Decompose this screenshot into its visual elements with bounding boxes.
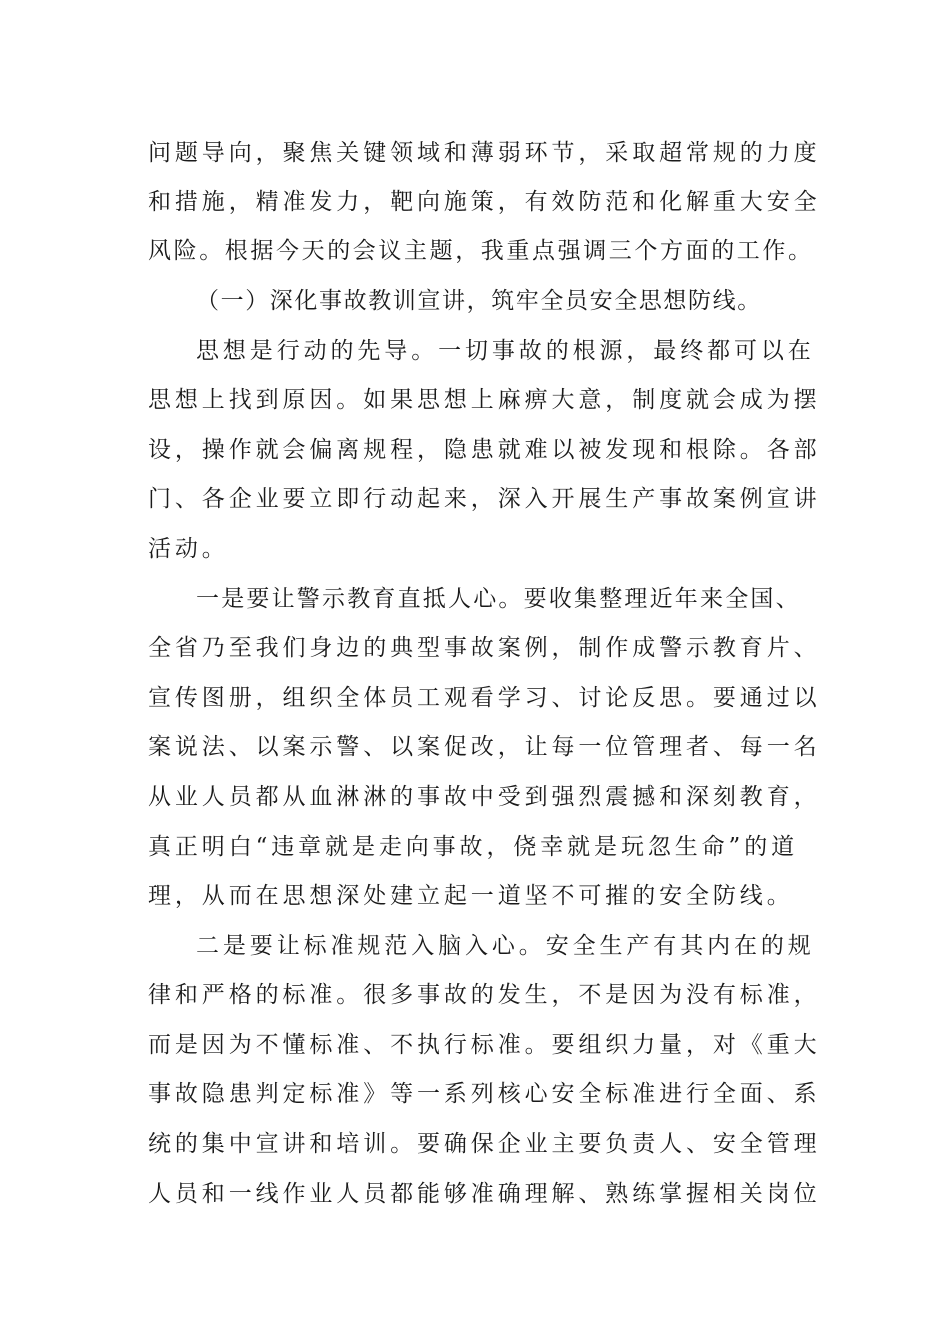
text-line: 一是要让警示教育直抵人心。要收集整理近年来全国、 — [196, 586, 801, 612]
text-line: 思想上找到原因。如果思想上麻痹大意，制度就会成为摆 — [148, 387, 821, 413]
text-line: 事故隐患判定标准》等一系列核心安全标准进行全面、系 — [148, 1081, 821, 1107]
text-line: 人员和一线作业人员都能够准确理解、熟练掌握相关岗位 — [148, 1181, 821, 1207]
text-line: 律和严格的标准。很多事故的发生，不是因为没有标准， — [148, 982, 821, 1008]
text-line: 设，操作就会偏离规程，隐患就难以被发现和根除。各部 — [148, 437, 821, 463]
text-line: 统的集中宣讲和培训。要确保企业主要负责人、安全管理 — [148, 1131, 821, 1157]
text-line: 真正明白“违章就是走向事故，侥幸就是玩忽生命”的道 — [148, 834, 799, 860]
text-line: 活动。 — [148, 536, 229, 562]
text-line: 从业人员都从血淋淋的事故中受到强烈震撼和深刻教育， — [148, 784, 821, 810]
text-line: 二是要让标准规范入脑入心。安全生产有其内在的规 — [196, 933, 815, 959]
text-line: 问题导向，聚焦关键领域和薄弱环节，采取超常规的力度 — [148, 140, 821, 166]
text-line: 全省乃至我们身边的典型事故案例，制作成警示教育片、 — [148, 635, 821, 661]
text-line: 而是因为不懂标准、不执行标准。要组织力量，对《重大 — [148, 1032, 821, 1058]
text-line: 宣传图册，组织全体员工观看学习、讨论反思。要通过以 — [148, 685, 821, 711]
text-line: 理，从而在思想深处建立起一道坚不可摧的安全防线。 — [148, 883, 794, 909]
text-line: 思想是行动的先导。一切事故的根源，最终都可以在 — [196, 338, 815, 364]
text-line: 和措施，精准发力，靶向施策，有效防范和化解重大安全 — [148, 189, 821, 215]
text-line: 门、各企业要立即行动起来，深入开展生产事故案例宣讲 — [148, 486, 821, 512]
section-heading: （一）深化事故教训宣讲，筑牢全员安全思想防线。 — [196, 288, 762, 314]
text-line: 风险。根据今天的会议主题，我重点强调三个方面的工作。 — [148, 238, 814, 264]
text-line: 案说法、以案示警、以案促改，让每一位管理者、每一名 — [148, 734, 821, 760]
